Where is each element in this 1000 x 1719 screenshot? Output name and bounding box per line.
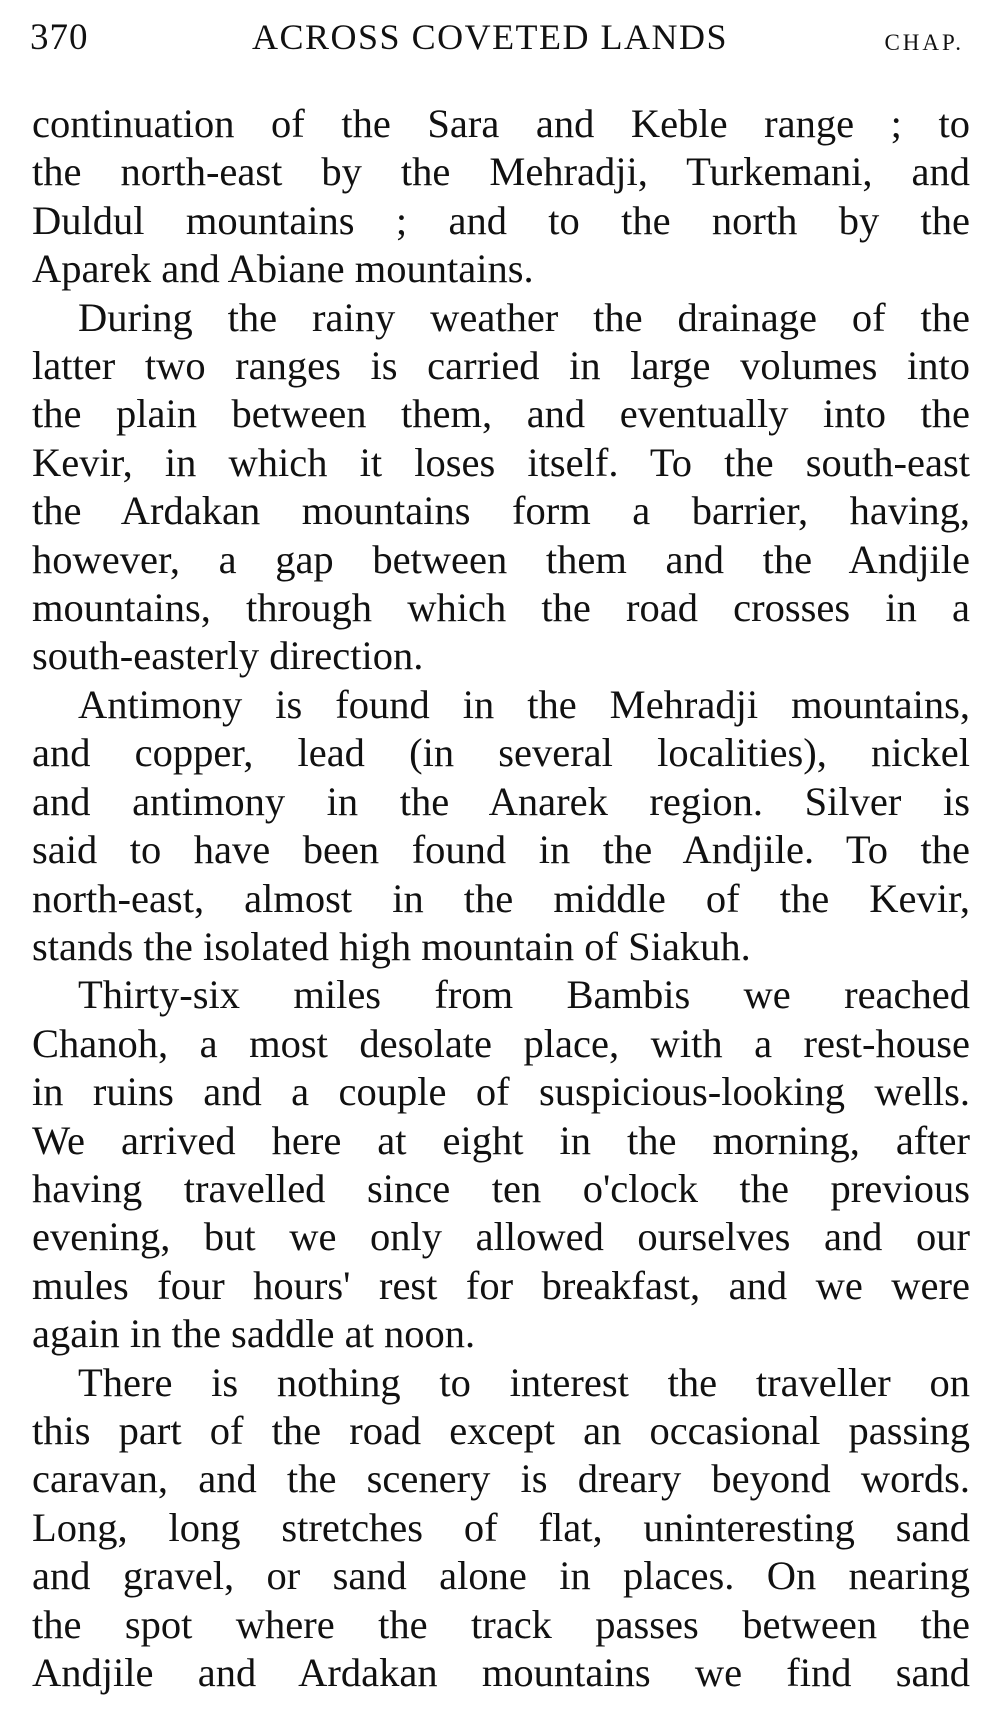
text-line: caravan, and the scenery is dreary beyond words. [32, 1456, 970, 1502]
text-line: Long, long stretches of flat, uninteresting sand [32, 1504, 970, 1550]
text-line: During the rainy weather the drainage of the [78, 294, 970, 340]
text-line: stands the isolated high mountain of Siakuh. [32, 923, 751, 969]
paragraph-5 [32, 1359, 970, 1698]
text-line: the Ardakan mountains form a barrier, having, [32, 488, 970, 534]
text-line: this part of the road except an occasional passing [32, 1407, 970, 1453]
text-line: Thirty-six miles from Bambis we reached [78, 972, 970, 1018]
text-line: said to have been found in the Andjile. To the [32, 827, 970, 873]
page-number: 370 [30, 17, 89, 58]
text-line: having travelled since ten o'clock the previous [32, 1165, 970, 1211]
text-line: We arrived here at eight in the morning, after [32, 1117, 970, 1163]
text-line: continuation of the Sara and Keble range ; to [32, 101, 970, 146]
text-line: mules four hours' rest for breakfast, and we were [32, 1262, 970, 1308]
text-line: north-east, almost in the middle of the Kevir, [32, 875, 970, 921]
text-line: south-easterly direction. [32, 633, 424, 679]
text-line: Aparek and Abiane mountains. [32, 246, 534, 292]
body-text [32, 100, 970, 1697]
text-line: and copper, lead (in several localities), nickel [32, 730, 970, 776]
chapter-label: CHAP. [884, 30, 964, 55]
text-line: and antimony in the Anarek region. Silver is [32, 778, 970, 824]
paragraph-4 [32, 971, 970, 1358]
running-head [30, 6, 970, 60]
text-line: however, a gap between them and the Andjile [32, 536, 970, 582]
text-line: Kevir, in which it loses itself. To the south-east [32, 439, 970, 485]
text-line: latter two ranges is carried in large volumes into [32, 343, 970, 389]
text-line: evening, but we only allowed ourselves and our [32, 1214, 970, 1260]
text-line: Chanoh, a most desolate place, with a rest-house [32, 1020, 970, 1066]
text-line: and gravel, or sand alone in places. On nearing [32, 1553, 970, 1599]
paragraph-1 [32, 100, 970, 294]
text-line: in ruins and a couple of suspicious-looking wells. [32, 1069, 970, 1115]
text-line: the plain between them, and eventually into the [32, 391, 970, 437]
text-line: mountains, through which the road crosses in a [32, 585, 970, 631]
text-line: again in the saddle at noon. [32, 1311, 476, 1357]
text-line: Andjile and Ardakan mountains we find sand [32, 1650, 970, 1695]
book-title: ACROSS COVETED LANDS [252, 17, 729, 57]
text-line: Antimony is found in the Mehradji mountains, [78, 681, 970, 727]
text-line: the spot where the track passes between the [32, 1601, 970, 1647]
text-line: Duldul mountains ; and to the north by the [32, 197, 970, 243]
paragraph-2 [32, 294, 970, 681]
text-line: the north-east by the Mehradji, Turkemani, and [32, 149, 970, 195]
paragraph-3 [32, 681, 970, 971]
text-line: There is nothing to interest the traveller on [78, 1359, 970, 1405]
